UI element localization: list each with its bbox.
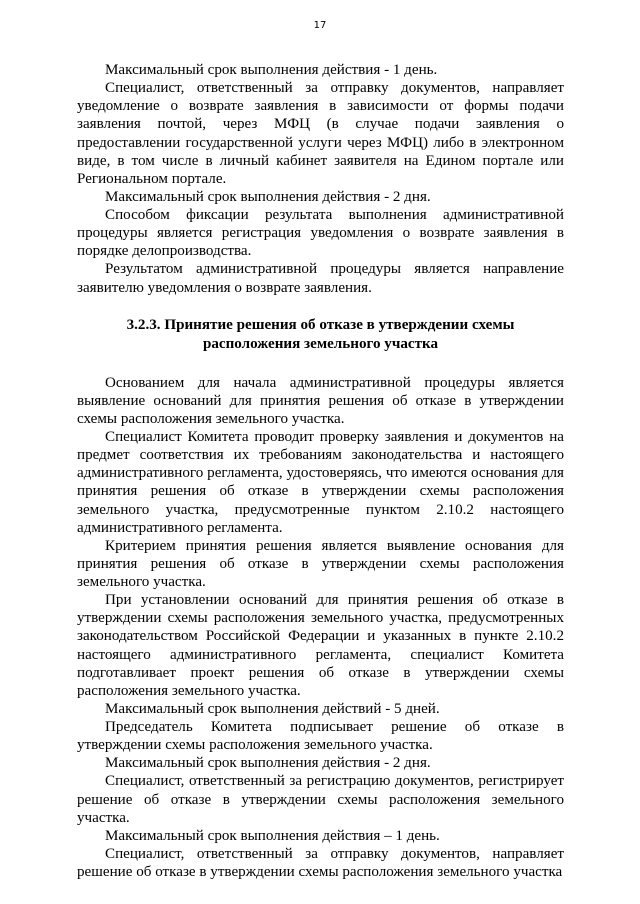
paragraph: Основанием для начала административной процедуры является выявление оснований для принятия решения об отказе в утверждении схемы расположения земельного участка. [77, 374, 564, 427]
section-heading [77, 316, 564, 354]
paragraph: Специалист, ответственный за отправку документов, направляет уведомление о возврате заявления в зависимости от формы подачи заявления почтой, через МФЦ (в случае подачи заявления о предоставлении государственной услуги через МФЦ) либо в электронном виде, в том числе в личный кабинет заявителя на Едином портале или Региональном портале. [77, 80, 564, 187]
paragraph: Максимальный срок выполнения действия - 2 дня. [105, 755, 431, 772]
paragraph: Результатом административной процедуры является направление заявителю уведомления о возврате заявления. [77, 261, 564, 296]
paragraph: Специалист, ответственный за регистрацию документов, регистрирует решение об отказе в утверждении схемы расположения земельного участка. [77, 773, 564, 826]
paragraph: Специалист Комитета проводит проверку заявления и документов на предмет соответствия их требованиям законодательства и настоящего административного регламента, удостоверяясь, что имеются основания для принятия решения об отказе в утверждении схемы расположения земельного участка, предусмотренные пунктом 2.10.2 настоящего административного регламента. [77, 429, 564, 536]
section-heading-line-2: расположения земельного участка [202, 335, 439, 352]
paragraph: Способом фиксации результата выполнения административной процедуры является регистрация уведомления о возврате заявления в порядке делопроизводства. [77, 207, 564, 260]
paragraph: Критерием принятия решения является выявление основания для принятия решения об отказе в утверждении схемы расположения земельного участка. [77, 537, 564, 590]
paragraph: Максимальный срок выполнения действия – 1 день. [105, 827, 440, 844]
section-heading-line-1: 3.2.3. Принятие решения об отказе в утверждении схемы [126, 316, 515, 333]
paragraph: Максимальный срок выполнения действия - 1 день. [105, 62, 438, 78]
paragraph: Председатель Комитета подписывает решение об отказе в утверждении схемы расположения земельного участка. [77, 719, 564, 754]
paragraph: Максимальный срок выполнения действий - 5 дней. [105, 700, 440, 717]
document-body [77, 61, 564, 881]
paragraph: Максимальный срок выполнения действия - 2 дня. [105, 188, 431, 205]
paragraph: При установлении оснований для принятия решения об отказе в утверждении схемы расположения земельного участка, предусмотренных законодательством Российской Федерации и указанных в пункте 2.10.2 настоящего административного регламента, специалист Комитета подготавливает проект решения об отказе в утверждении схемы расположения земельного участка. [77, 592, 564, 699]
paragraph: Специалист, ответственный за отправку документов, направляет решение об отказе в утверждении схемы расположения земельного участка [77, 845, 564, 880]
page-number: 17 [313, 20, 327, 31]
